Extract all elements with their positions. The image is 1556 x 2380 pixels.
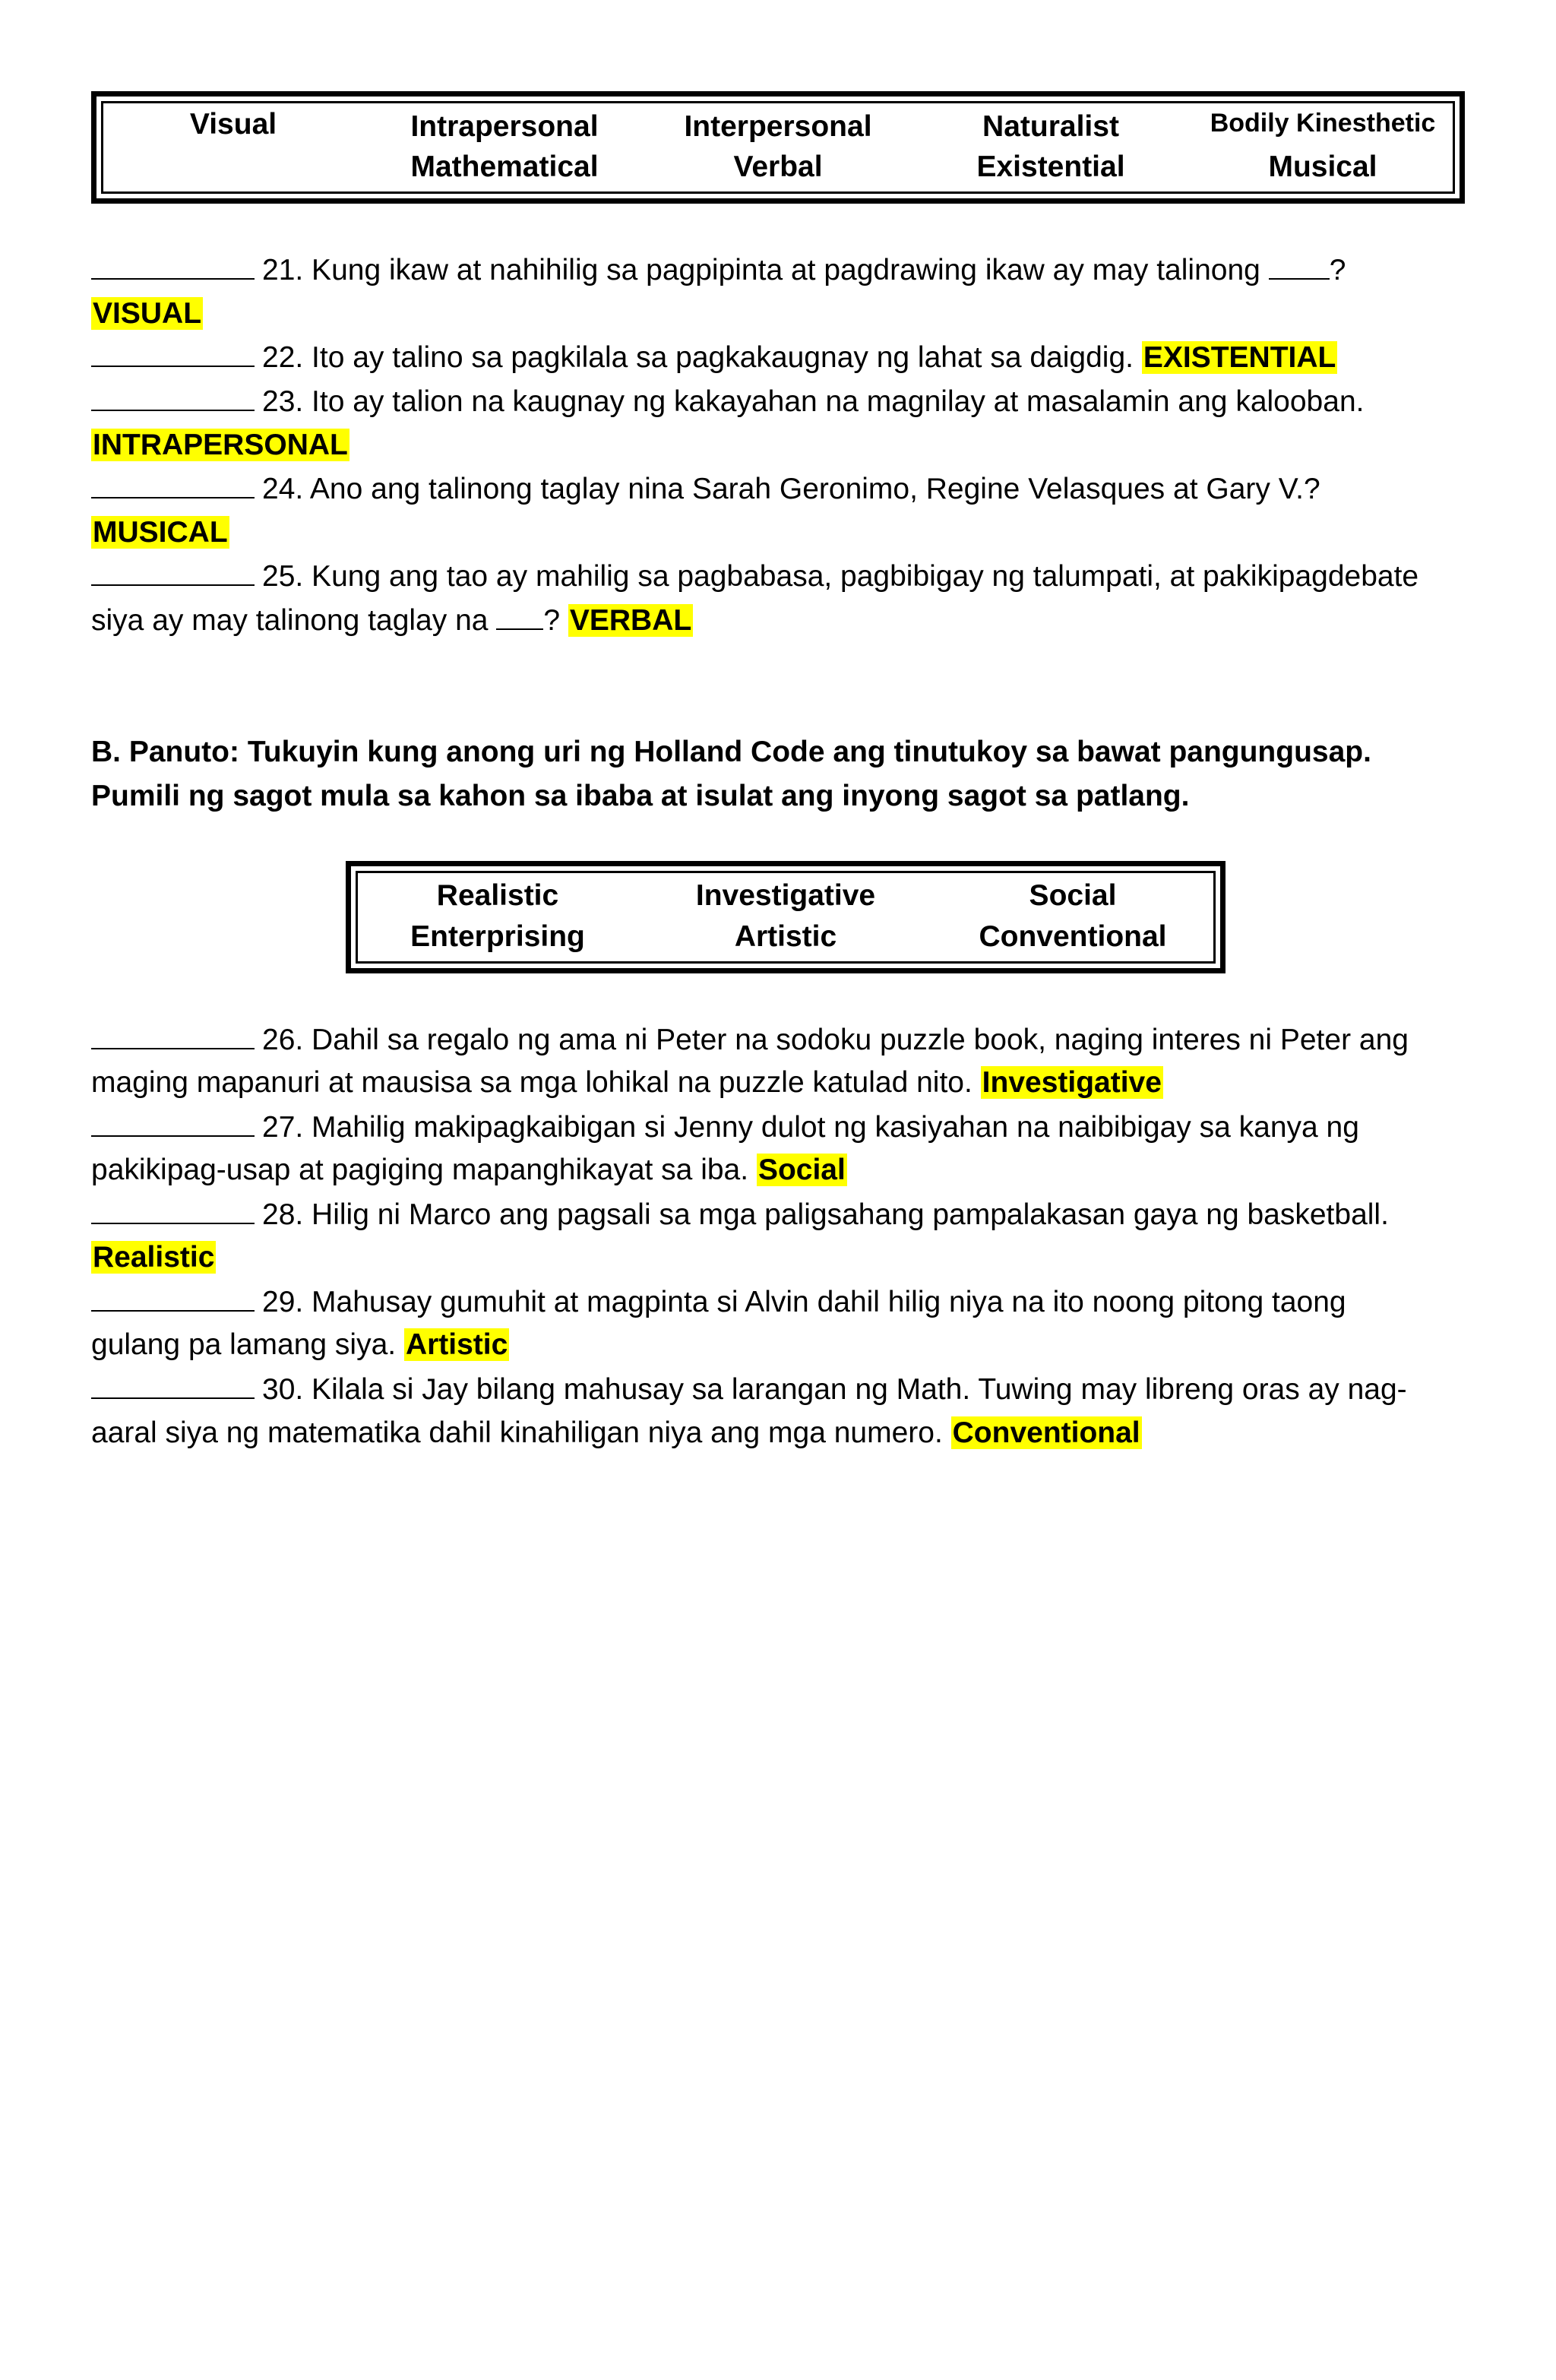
- choice-visual: Visual: [189, 108, 277, 141]
- question-text: gulang pa lamang siya.: [91, 1328, 397, 1361]
- choice-naturalist: Naturalist: [982, 110, 1119, 143]
- answer-21: VISUAL: [93, 297, 202, 330]
- answer-blank[interactable]: [91, 1192, 255, 1224]
- choice-interpersonal: Interpersonal: [684, 110, 872, 143]
- question-text: 30. Kilala si Jay bilang mahusay sa larangan ng Math. Tuwing may libreng oras ay nag-: [262, 1373, 1407, 1406]
- choice-realistic: Realistic: [436, 879, 559, 912]
- question-27: [91, 1105, 1474, 1150]
- inline-blank: [1269, 248, 1330, 280]
- answer-blank[interactable]: [91, 379, 255, 411]
- answer-blank[interactable]: [91, 248, 255, 280]
- answer-21-line: [91, 292, 1474, 336]
- question-27-cont: [91, 1148, 1474, 1192]
- question-24: [91, 467, 1474, 511]
- answer-blank[interactable]: [91, 1280, 255, 1312]
- choice-mathematical: Mathematical: [410, 150, 599, 183]
- answer-blank[interactable]: [91, 1018, 255, 1049]
- question-29-cont: [91, 1323, 1474, 1367]
- answer-blank[interactable]: [91, 1367, 255, 1399]
- answer-28-line: [91, 1236, 1474, 1280]
- question-text: 29. Mahusay gumuhit at magpinta si Alvin dahil hilig niya na ito noong pitong taong: [262, 1286, 1346, 1318]
- answer-30: Conventional: [952, 1416, 1140, 1449]
- inline-blank: [496, 598, 543, 630]
- question-mark: ?: [543, 604, 561, 637]
- question-22: [91, 335, 1474, 380]
- choice-conventional: Conventional: [979, 920, 1167, 953]
- question-text: 24. Ano ang talinong taglay nina Sarah Geronimo, Regine Velasques at Gary V.?: [262, 473, 1320, 505]
- question-28: [91, 1192, 1474, 1237]
- answer-blank[interactable]: [91, 335, 255, 367]
- choice-artistic: Artistic: [734, 920, 837, 953]
- question-mark: ?: [1329, 254, 1346, 286]
- question-26: [91, 1018, 1474, 1062]
- choice-existential: Existential: [976, 150, 1125, 183]
- choice-enterprising: Enterprising: [410, 920, 585, 953]
- question-25: [91, 554, 1474, 599]
- answer-blank[interactable]: [91, 467, 255, 498]
- section-b-instruction-line2: Pumili ng sagot mula sa kahon sa ibaba at isulat ang inyong sagot sa patlang.: [91, 780, 1190, 812]
- question-text: 26. Dahil sa regalo ng ama ni Peter na sodoku puzzle book, naging interes ni Peter ang: [262, 1024, 1409, 1056]
- choice-musical: Musical: [1268, 150, 1377, 183]
- answer-blank[interactable]: [91, 1105, 255, 1137]
- answer-blank[interactable]: [91, 554, 255, 586]
- question-25-cont: [91, 598, 1474, 643]
- answer-22: EXISTENTIAL: [1143, 341, 1336, 374]
- choice-bodily-kinesthetic: Bodily Kinesthetic: [1210, 109, 1436, 138]
- holland-code-choices-box: [346, 861, 1226, 973]
- answer-28: Realistic: [93, 1241, 215, 1274]
- answer-24-line: [91, 511, 1474, 555]
- question-26-cont: [91, 1061, 1474, 1105]
- answer-27: Social: [757, 1154, 846, 1186]
- choice-verbal: Verbal: [733, 150, 823, 183]
- answer-24: MUSICAL: [93, 516, 228, 549]
- question-text: aaral siya ng matematika dahil kinahiligan niya ang mga numero.: [91, 1416, 943, 1449]
- question-23: [91, 379, 1474, 424]
- question-text: 25. Kung ang tao ay mahilig sa pagbabasa, pagbibigay ng talumpati, at pakikipagdebate: [262, 560, 1419, 593]
- answer-23-line: [91, 423, 1474, 467]
- answer-29: Artistic: [405, 1328, 508, 1361]
- choice-investigative: Investigative: [695, 879, 876, 912]
- question-30: [91, 1367, 1474, 1412]
- question-21: [91, 248, 1474, 293]
- answer-23: INTRAPERSONAL: [93, 429, 348, 461]
- question-29: [91, 1280, 1474, 1325]
- answer-26: Investigative: [982, 1066, 1162, 1099]
- question-text: 21. Kung ikaw at nahihilig sa pagpipinta at pagdrawing ikaw ay may talinong: [262, 254, 1260, 286]
- question-text: maging mapanuri at mausisa sa mga lohikal na puzzle katulad nito.: [91, 1066, 972, 1099]
- answer-25: VERBAL: [569, 604, 692, 637]
- section-b-instruction-line1: B. Panuto: Tukuyin kung anong uri ng Holland Code ang tinutukoy sa bawat pangungusap.: [91, 736, 1371, 768]
- question-30-cont: [91, 1411, 1474, 1455]
- question-text: siya ay may talinong taglay na: [91, 604, 489, 637]
- choice-intrapersonal: Intrapersonal: [410, 110, 599, 143]
- question-text: 22. Ito ay talino sa pagkilala sa pagkakaugnay ng lahat sa daigdig.: [262, 341, 1134, 374]
- question-text: 23. Ito ay talion na kaugnay ng kakayahan na magnilay at masalamin ang kalooban.: [262, 385, 1365, 418]
- question-text: 28. Hilig ni Marco ang pagsali sa mga paligsahang pampalakasan gaya ng basketball.: [262, 1198, 1389, 1231]
- question-text: 27. Mahilig makipagkaibigan si Jenny dulot ng kasiyahan na naibibigay sa kanya ng: [262, 1111, 1359, 1144]
- question-text: pakikipag-usap at pagiging mapanghikayat sa iba.: [91, 1154, 749, 1186]
- choice-social: Social: [1029, 879, 1117, 912]
